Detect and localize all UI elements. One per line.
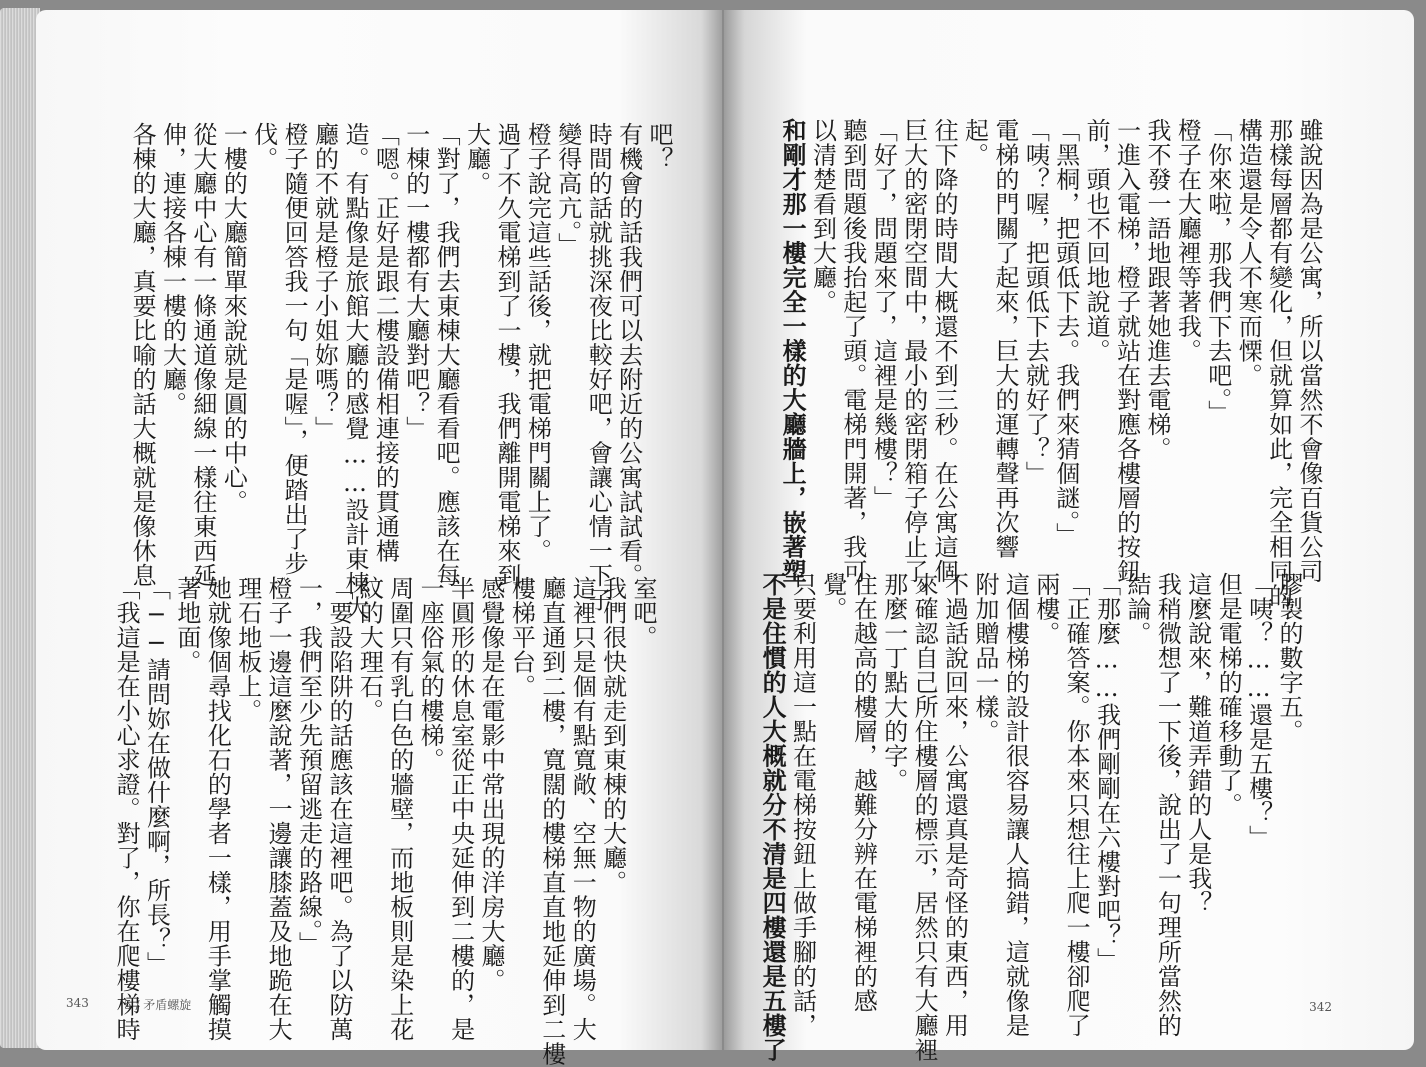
- text-line: 理石地板上。: [233, 576, 262, 723]
- left-upper-text-block: [127, 122, 674, 620]
- text-line: 只要利用這一點在電梯按鈕上做手腳的話，: [788, 572, 817, 1038]
- text-line: 「正確答案。你本來只想往上爬一樓卻爬了: [1062, 572, 1091, 1038]
- text-line: 周圍只有乳白色的牆壁，而地板則是染上花: [385, 576, 414, 1042]
- text-line: 「你來啦，那我們下去吧。」: [1203, 118, 1232, 425]
- left-page-number: 343: [66, 996, 89, 1010]
- text-line: 廳的不就是橙子小姐妳嗎？」: [310, 122, 339, 441]
- text-line: 往下降的時間大概還不到三秒。在公寓這個: [930, 118, 959, 584]
- text-line: 聽到問題後我抬起了頭。電梯門開著，我可: [838, 118, 867, 584]
- text-line: 「嗯。正好是跟二樓設備相連接的貫通構: [371, 122, 400, 563]
- text-line: 不過話說回來，公寓還真是奇怪的東西，用: [940, 572, 969, 1038]
- text-line: 電梯的門關了起來，巨大的運轉聲再次響: [990, 118, 1019, 559]
- text-line: 「──請問妳在做什麼啊，所長？」: [142, 576, 171, 976]
- text-line: 「黑桐，把頭低下去。我們來猜個謎。」: [1051, 118, 1080, 547]
- text-line: 我們很快就走到東棟的大廳。: [598, 576, 627, 895]
- text-line: 以清楚看到大廳。: [808, 118, 837, 314]
- text-line: 半圓形的休息室從正中央延伸到二樓的，是: [446, 576, 475, 1042]
- text-line: 構造還是令人不寒而慄。: [1234, 118, 1263, 388]
- text-line: 橙子在大廳裡等著我。: [1173, 118, 1202, 363]
- text-line: 「要設陷阱的話應該在這裡吧。為了以防萬: [324, 576, 353, 1042]
- right-lower-text-block: [757, 572, 1304, 1062]
- text-line: 變得高亢。」: [553, 122, 582, 257]
- text-line: 伐。: [249, 122, 278, 171]
- text-line: 「咦？……還是五樓？」: [1244, 572, 1273, 850]
- text-line: 她就像個尋找化石的學者一樣，用手掌觸摸: [203, 576, 232, 1042]
- text-line: 兩樓。: [1031, 572, 1060, 646]
- text-line: 有機會的話我們可以去附近的公寓試試看。: [614, 122, 643, 588]
- text-line: 我稍微想了一下後，說出了一句理所當然的: [1153, 572, 1182, 1038]
- text-line: 橙子一邊這麼說著，一邊讓膝蓋及地跪在大: [264, 576, 293, 1042]
- text-line: 一座俗氣的樓梯。: [416, 576, 445, 772]
- text-line: 伸，連接各棟一樓的大廳。: [158, 122, 187, 416]
- text-line: 過了不久電梯到了一樓，我們離開電梯來到: [492, 122, 521, 588]
- page-edges: [0, 8, 40, 1048]
- text-line: 著地面。: [172, 576, 201, 674]
- text-line: 這裡只是個有點寬敞、空無一物的廣場。大: [568, 576, 597, 1042]
- left-lower-text-block: [111, 576, 658, 1066]
- right-page-number: 342: [1309, 1000, 1332, 1014]
- text-line: 感覺像是在電影中常出現的洋房大廳。: [476, 576, 505, 993]
- text-line: 「好了，問題來了，這裡是幾樓？」: [869, 118, 898, 510]
- text-line: 不是住慣的人大概就分不清是四樓還是五樓了: [758, 572, 788, 1062]
- text-line: 廳直通到二樓，寬闊的樓梯直直地延伸到二樓: [537, 576, 566, 1066]
- text-line: 室吧。: [629, 576, 657, 650]
- text-line: 那樣每層都有變化，但就算如此，完全相同的: [1264, 118, 1293, 608]
- left-page: [36, 10, 722, 1066]
- text-line: 這麼說來，難道弄錯的人是我？: [1183, 572, 1212, 915]
- right-page: [724, 10, 1414, 1062]
- text-line: 一棟的一樓都有大廳對吧？」: [401, 122, 430, 441]
- text-line: 那麼一丁點大的字。: [879, 572, 908, 793]
- text-line: 起。: [960, 118, 989, 167]
- text-line: 時間的話就挑深夜比較好吧，會讓心情一下子: [584, 122, 613, 612]
- text-line: 一，我們至少先預留逃走的路線。」: [294, 576, 323, 956]
- text-line: 住在越高的樓層，越難分辨在電梯裡的感: [849, 572, 878, 1013]
- right-upper-text-block: [777, 118, 1324, 608]
- text-line: 「那麼……我們剛剛在六樓對吧？」: [1092, 572, 1121, 972]
- text-line: 前，頭也不回地說道。: [1082, 118, 1111, 363]
- text-line: 雖說因為是公寓，所以當然不會像百貨公司: [1295, 118, 1323, 584]
- text-line: 樓梯平台。: [507, 576, 536, 699]
- text-line: 和剛才那一樓完全一樣的大廳牆上，嵌著塑: [778, 118, 808, 584]
- text-line: 吧？: [645, 122, 673, 171]
- text-line: 覺。: [818, 572, 847, 621]
- text-line: 橙子隨便回答我一句「是喔」，便踏出了步: [280, 122, 309, 576]
- text-line: 附加贈品一樣。: [970, 572, 999, 744]
- text-line: 「對了，我們去東棟大廳看看吧。應該在每: [432, 122, 461, 588]
- text-line: 「我這是在小心求證。對了，你在爬樓梯時: [112, 576, 141, 1042]
- text-line: 大廳。: [462, 122, 491, 196]
- text-line: 各棟的大廳，真要比喻的話大概就是像休息: [128, 122, 157, 588]
- text-line: 一樓的大廳簡單來說就是圓的中心。: [219, 122, 248, 514]
- text-line: 從大廳中心有一條通道像細線一樣往東西延: [188, 122, 217, 588]
- text-line: 「咦？喔，把頭低下去就好了？」: [1021, 118, 1050, 486]
- text-line: 橙子說完這些話後，就把電梯門關上了。: [523, 122, 552, 563]
- text-line: 膠製的數字五。: [1275, 572, 1303, 744]
- text-line: 造。有點像是旅館大廳的感覺……設計東棟大: [340, 122, 369, 620]
- text-line: 來確認自己所住樓層的標示，居然只有大廳裡: [910, 572, 939, 1062]
- text-line: 我不發一語地跟著她進去電梯。: [1142, 118, 1171, 461]
- text-line: 紋的大理石。: [355, 576, 384, 723]
- text-line: 但是電梯的確移動了。: [1214, 572, 1243, 817]
- text-line: 這個樓梯的設計很容易讓人搞錯，這就像是: [1001, 572, 1030, 1038]
- text-line: 一進入電梯，橙子就站在對應各樓層的按鈕: [1112, 118, 1141, 584]
- left-running-head: 5 / 矛盾螺旋: [124, 998, 192, 1012]
- text-line: 巨大的密閉空間中，最小的密閉箱子停止了。: [899, 118, 928, 608]
- text-line: 結論。: [1122, 572, 1151, 646]
